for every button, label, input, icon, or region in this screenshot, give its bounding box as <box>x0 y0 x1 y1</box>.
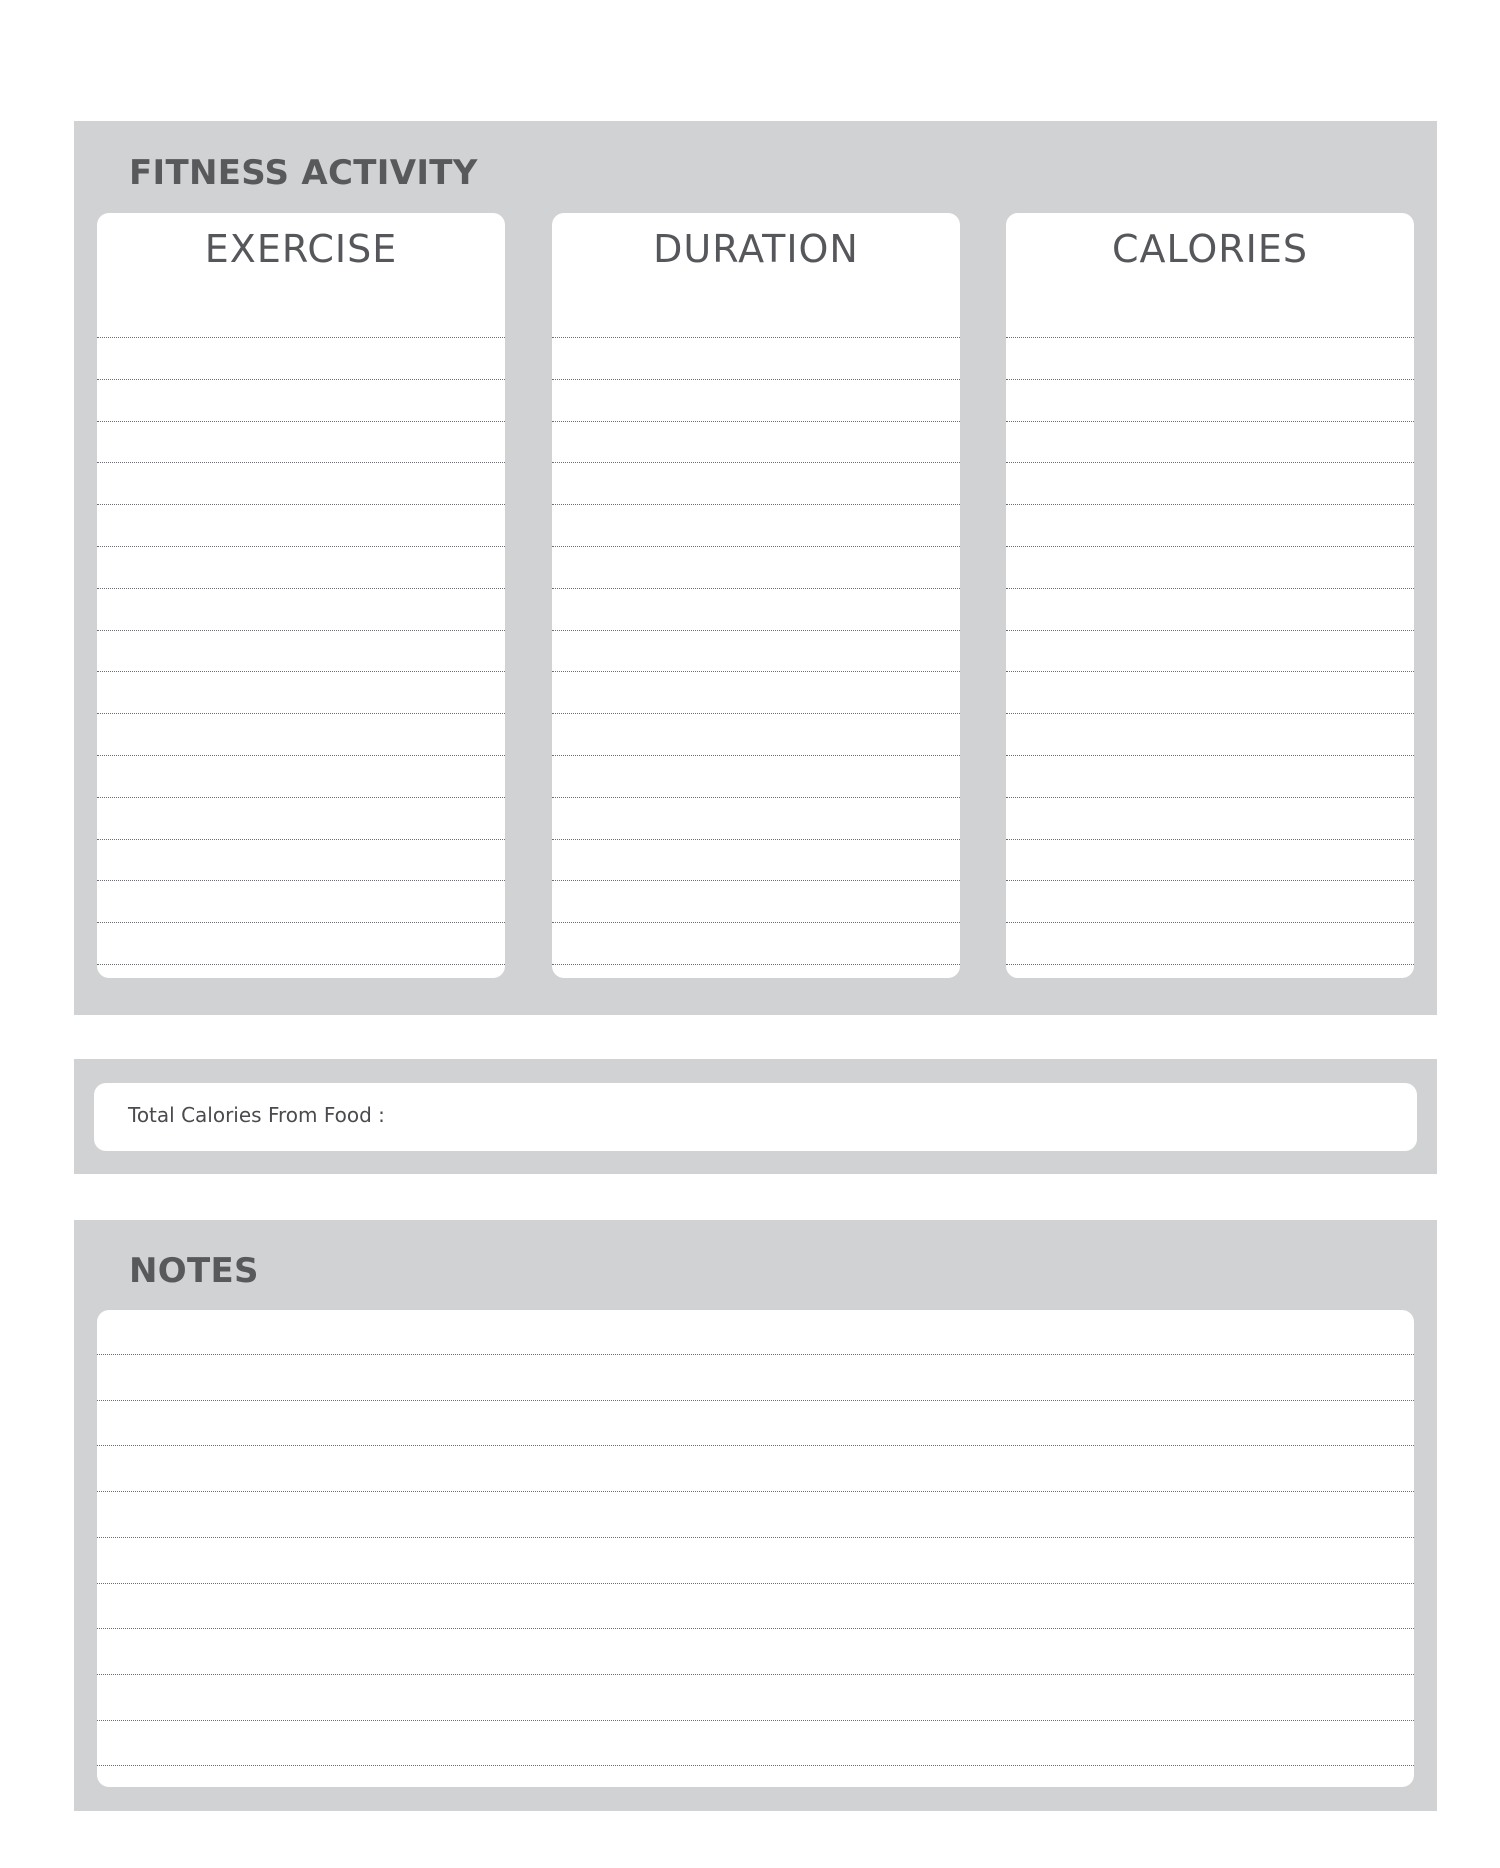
notes-line <box>97 1674 1414 1675</box>
duration-entry-line <box>552 462 960 463</box>
duration-entry-line <box>552 713 960 714</box>
total-calories-field[interactable] <box>94 1083 1417 1151</box>
exercise-entry-line <box>97 671 505 672</box>
exercise-entry-line <box>97 504 505 505</box>
notes-line <box>97 1491 1414 1492</box>
exercise-entry-line <box>97 797 505 798</box>
calories-entry-line <box>1006 964 1414 965</box>
calories-entry-line <box>1006 630 1414 631</box>
fitness-activity-panel <box>74 121 1437 1015</box>
calories-entry-line <box>1006 755 1414 756</box>
calories-entry-line <box>1006 922 1414 923</box>
calories-entry-line <box>1006 546 1414 547</box>
exercise-entry-line <box>97 839 505 840</box>
notes-line <box>97 1537 1414 1538</box>
exercise-column <box>97 213 505 978</box>
duration-entry-line <box>552 546 960 547</box>
exercise-column-header: EXERCISE <box>204 227 398 271</box>
notes-area[interactable] <box>97 1310 1414 1787</box>
exercise-entry-line <box>97 546 505 547</box>
exercise-entry-line <box>97 588 505 589</box>
duration-entry-line <box>552 671 960 672</box>
duration-entry-line <box>552 630 960 631</box>
calories-entry-line <box>1006 421 1414 422</box>
exercise-entry-line <box>97 964 505 965</box>
total-calories-panel <box>74 1059 1437 1174</box>
duration-entry-line <box>552 337 960 338</box>
calories-entry-line <box>1006 797 1414 798</box>
exercise-entry-line <box>97 713 505 714</box>
calories-column <box>1006 213 1414 978</box>
notes-line <box>97 1354 1414 1355</box>
duration-entry-line <box>552 379 960 380</box>
duration-column <box>552 213 960 978</box>
notes-line <box>97 1400 1414 1401</box>
calories-entry-line <box>1006 337 1414 338</box>
duration-entry-line <box>552 880 960 881</box>
calories-column-header: CALORIES <box>1112 227 1308 271</box>
exercise-entry-line <box>97 421 505 422</box>
duration-entry-line <box>552 755 960 756</box>
duration-entry-line <box>552 922 960 923</box>
exercise-entry-line <box>97 755 505 756</box>
notes-panel <box>74 1220 1437 1811</box>
duration-entry-line <box>552 839 960 840</box>
notes-line <box>97 1445 1414 1446</box>
notes-line <box>97 1628 1414 1629</box>
notes-line <box>97 1765 1414 1766</box>
duration-entry-line <box>552 797 960 798</box>
calories-entry-line <box>1006 379 1414 380</box>
exercise-entry-line <box>97 462 505 463</box>
duration-entry-line <box>552 588 960 589</box>
exercise-entry-line <box>97 880 505 881</box>
calories-entry-line <box>1006 839 1414 840</box>
notes-title: NOTES <box>129 1251 259 1291</box>
calories-entry-line <box>1006 504 1414 505</box>
duration-entry-line <box>552 504 960 505</box>
duration-entry-line <box>552 964 960 965</box>
calories-entry-line <box>1006 713 1414 714</box>
calories-entry-line <box>1006 671 1414 672</box>
exercise-entry-line <box>97 630 505 631</box>
fitness-activity-title: FITNESS ACTIVITY <box>129 153 478 193</box>
exercise-entry-line <box>97 337 505 338</box>
exercise-entry-line <box>97 922 505 923</box>
notes-line <box>97 1720 1414 1721</box>
notes-line <box>97 1583 1414 1584</box>
calories-entry-line <box>1006 588 1414 589</box>
total-calories-label: Total Calories From Food : <box>128 1103 385 1127</box>
duration-column-header: DURATION <box>653 227 859 271</box>
exercise-entry-line <box>97 379 505 380</box>
calories-entry-line <box>1006 462 1414 463</box>
duration-entry-line <box>552 421 960 422</box>
calories-entry-line <box>1006 880 1414 881</box>
